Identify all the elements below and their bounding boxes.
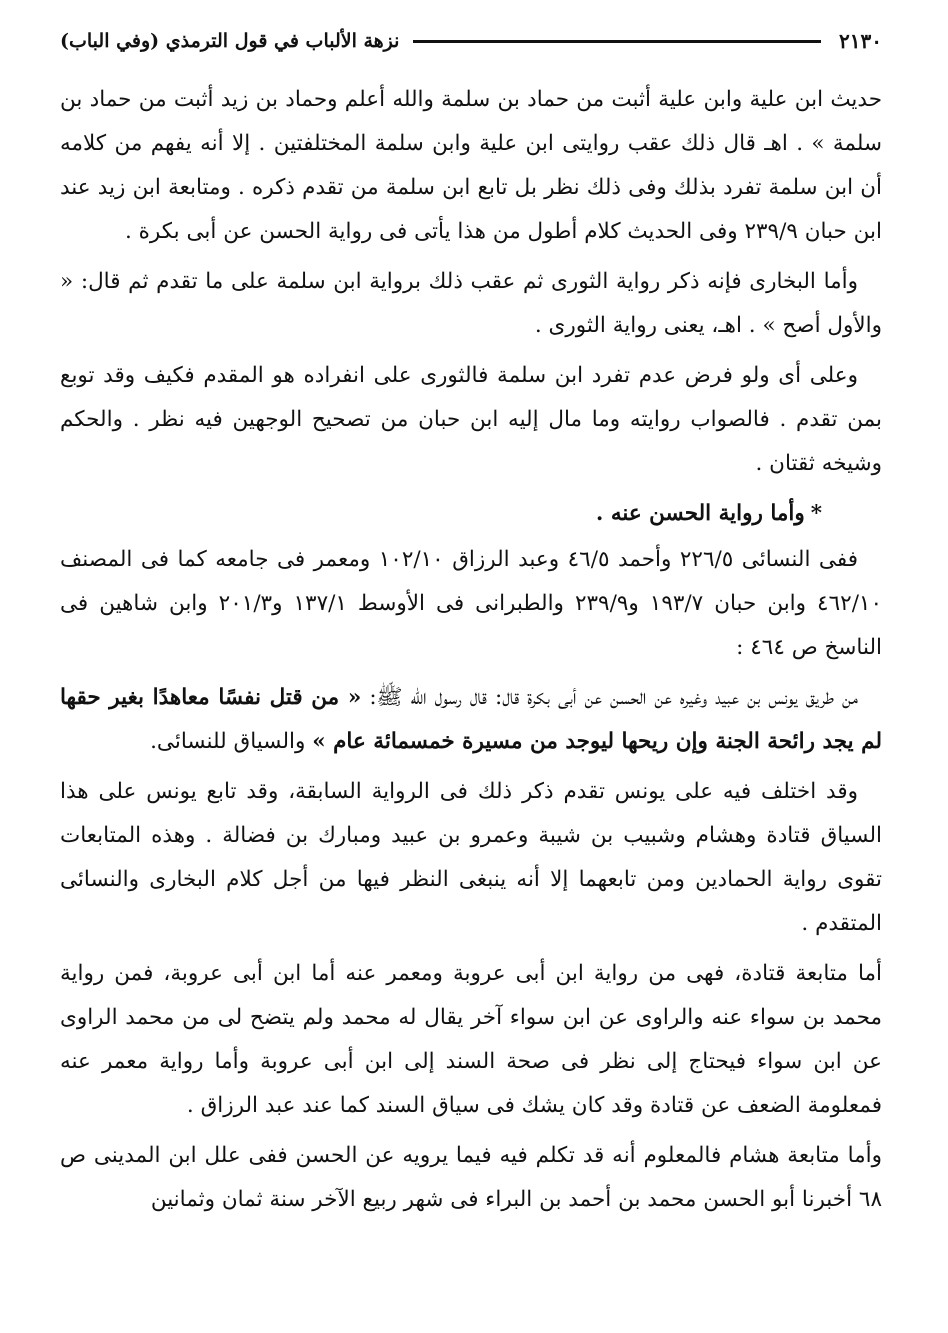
hadith-quote: « من قتل نفسًا معاهدًا بغير حقها لم يجد رائحة الجنة وإن ريحها ليوجد من مسيرة خمسمائة عام » bbox=[60, 685, 882, 754]
section-heading bbox=[60, 492, 882, 536]
hadith-intro: من طريق يونس بن عبيد وغيره عن الحسن عن أبى بكرة قال: قال رسول الله ﷺ: bbox=[369, 685, 858, 710]
paragraph-text: وقد اختلف فيه على يونس تقدم ذكر ذلك فى الرواية السابقة، وقد تابع يونس على هذا السياق قتادة وهشام وشبيب بن شيبة وعمرو بن عبيد ومبارك بن فضالة . وهذه المتابعات تقوى رواية الحمادين ومن تابعهما إلا أنه ينبغى النظر فيها من أجل كلام البخارى والنسائى المتقدم . bbox=[60, 779, 882, 936]
page-header bbox=[60, 20, 882, 62]
paragraph-text: حديث ابن علية وابن علية أثبت من حماد بن سلمة والله أعلم وحماد بن زيد أثبت من حماد بن سلمة » . اهـ قال ذلك عقب روايتى ابن علية وابن سلمة المختلفتين . إلا أنه يفهم من كلامه أن ابن سلمة تفرد بذلك وفى ذلك نظر بل تابع ابن سلمة من تقدم ذكره . ومتابعة ابن زيد عند ابن حبان ٢٣٩/٩ وفى الحديث كلام أطول من هذا يأتى فى رواية الحسن عن أبى بكرة . bbox=[60, 87, 882, 244]
paragraph bbox=[60, 260, 882, 348]
paragraph-text: وأما متابعة هشام فالمعلوم أنه قد تكلم فيه فيما يرويه عن الحسن ففى علل ابن المدينى ص ٦٨ أخبرنا أبو الحسن محمد بن أحمد بن البراء فى شهر ربيع الآخر سنة ثمان وثمانين bbox=[60, 1143, 882, 1212]
paragraph-text: وعلى أى ولو فرض عدم تفرد ابن سلمة فالثورى على انفراده هو المقدم فكيف وقد توبع بمن تقدم . فالصواب روايته وما مال إليه ابن حبان من تصحيح الوجهين فيه نظر . والحكم وشيخه ثقتان . bbox=[60, 363, 882, 476]
paragraph-text: وأما البخارى فإنه ذكر رواية الثورى ثم عقب ذلك برواية ابن سلمة على ما تقدم ثم قال: « والأول أصح » . اهـ، يعنى رواية الثورى . bbox=[60, 269, 882, 338]
section-heading-text: وأما رواية الحسن عنه . bbox=[595, 501, 805, 526]
header-rule bbox=[413, 40, 821, 43]
hadith-paragraph bbox=[60, 676, 882, 764]
paragraph bbox=[60, 770, 882, 946]
book-page bbox=[60, 20, 882, 1310]
paragraph bbox=[60, 1134, 882, 1222]
page-number: ٢١٣٠ bbox=[839, 29, 882, 53]
running-title: نزهة الألباب في قول الترمذي (وفي الباب) bbox=[60, 30, 400, 52]
hadith-tail: والسياق للنسائى. bbox=[150, 729, 306, 754]
paragraph-text: أما متابعة قتادة، فهى من رواية ابن أبى عروبة ومعمر عنه أما ابن أبى عروبة، فمن رواية محمد بن سواء عنه والراوى عن ابن سواء آخر يقال له محمد ولم يتضح لى من محمد الراوى عن ابن سواء فيحتاج إلى نظر فى صحة السند إلى ابن أبى عروبة وأما رواية معمر عنه فمعلومة الضعف عن قتادة وقد كان يشك فى سياق السند كما عند عبد الرزاق . bbox=[60, 961, 882, 1118]
paragraph-text: ففى النسائى ٢٢٦/٥ وأحمد ٤٦/٥ وعبد الرزاق ١٠٢/١٠ ومعمر فى جامعه كما فى المصنف ٤٦٢/١٠ وابن حبان ١٩٣/٧ و٢٣٩/٩ والطبرانى فى الأوسط ١٣٧/١ و٢٠١/٣ وابن شاهين فى الناسخ ص ٤٦٤ : bbox=[60, 547, 883, 660]
page-body bbox=[60, 78, 882, 1222]
star-marker: * bbox=[810, 501, 822, 526]
paragraph bbox=[60, 538, 882, 670]
paragraph bbox=[60, 354, 882, 486]
paragraph bbox=[60, 78, 882, 254]
paragraph bbox=[60, 952, 882, 1128]
